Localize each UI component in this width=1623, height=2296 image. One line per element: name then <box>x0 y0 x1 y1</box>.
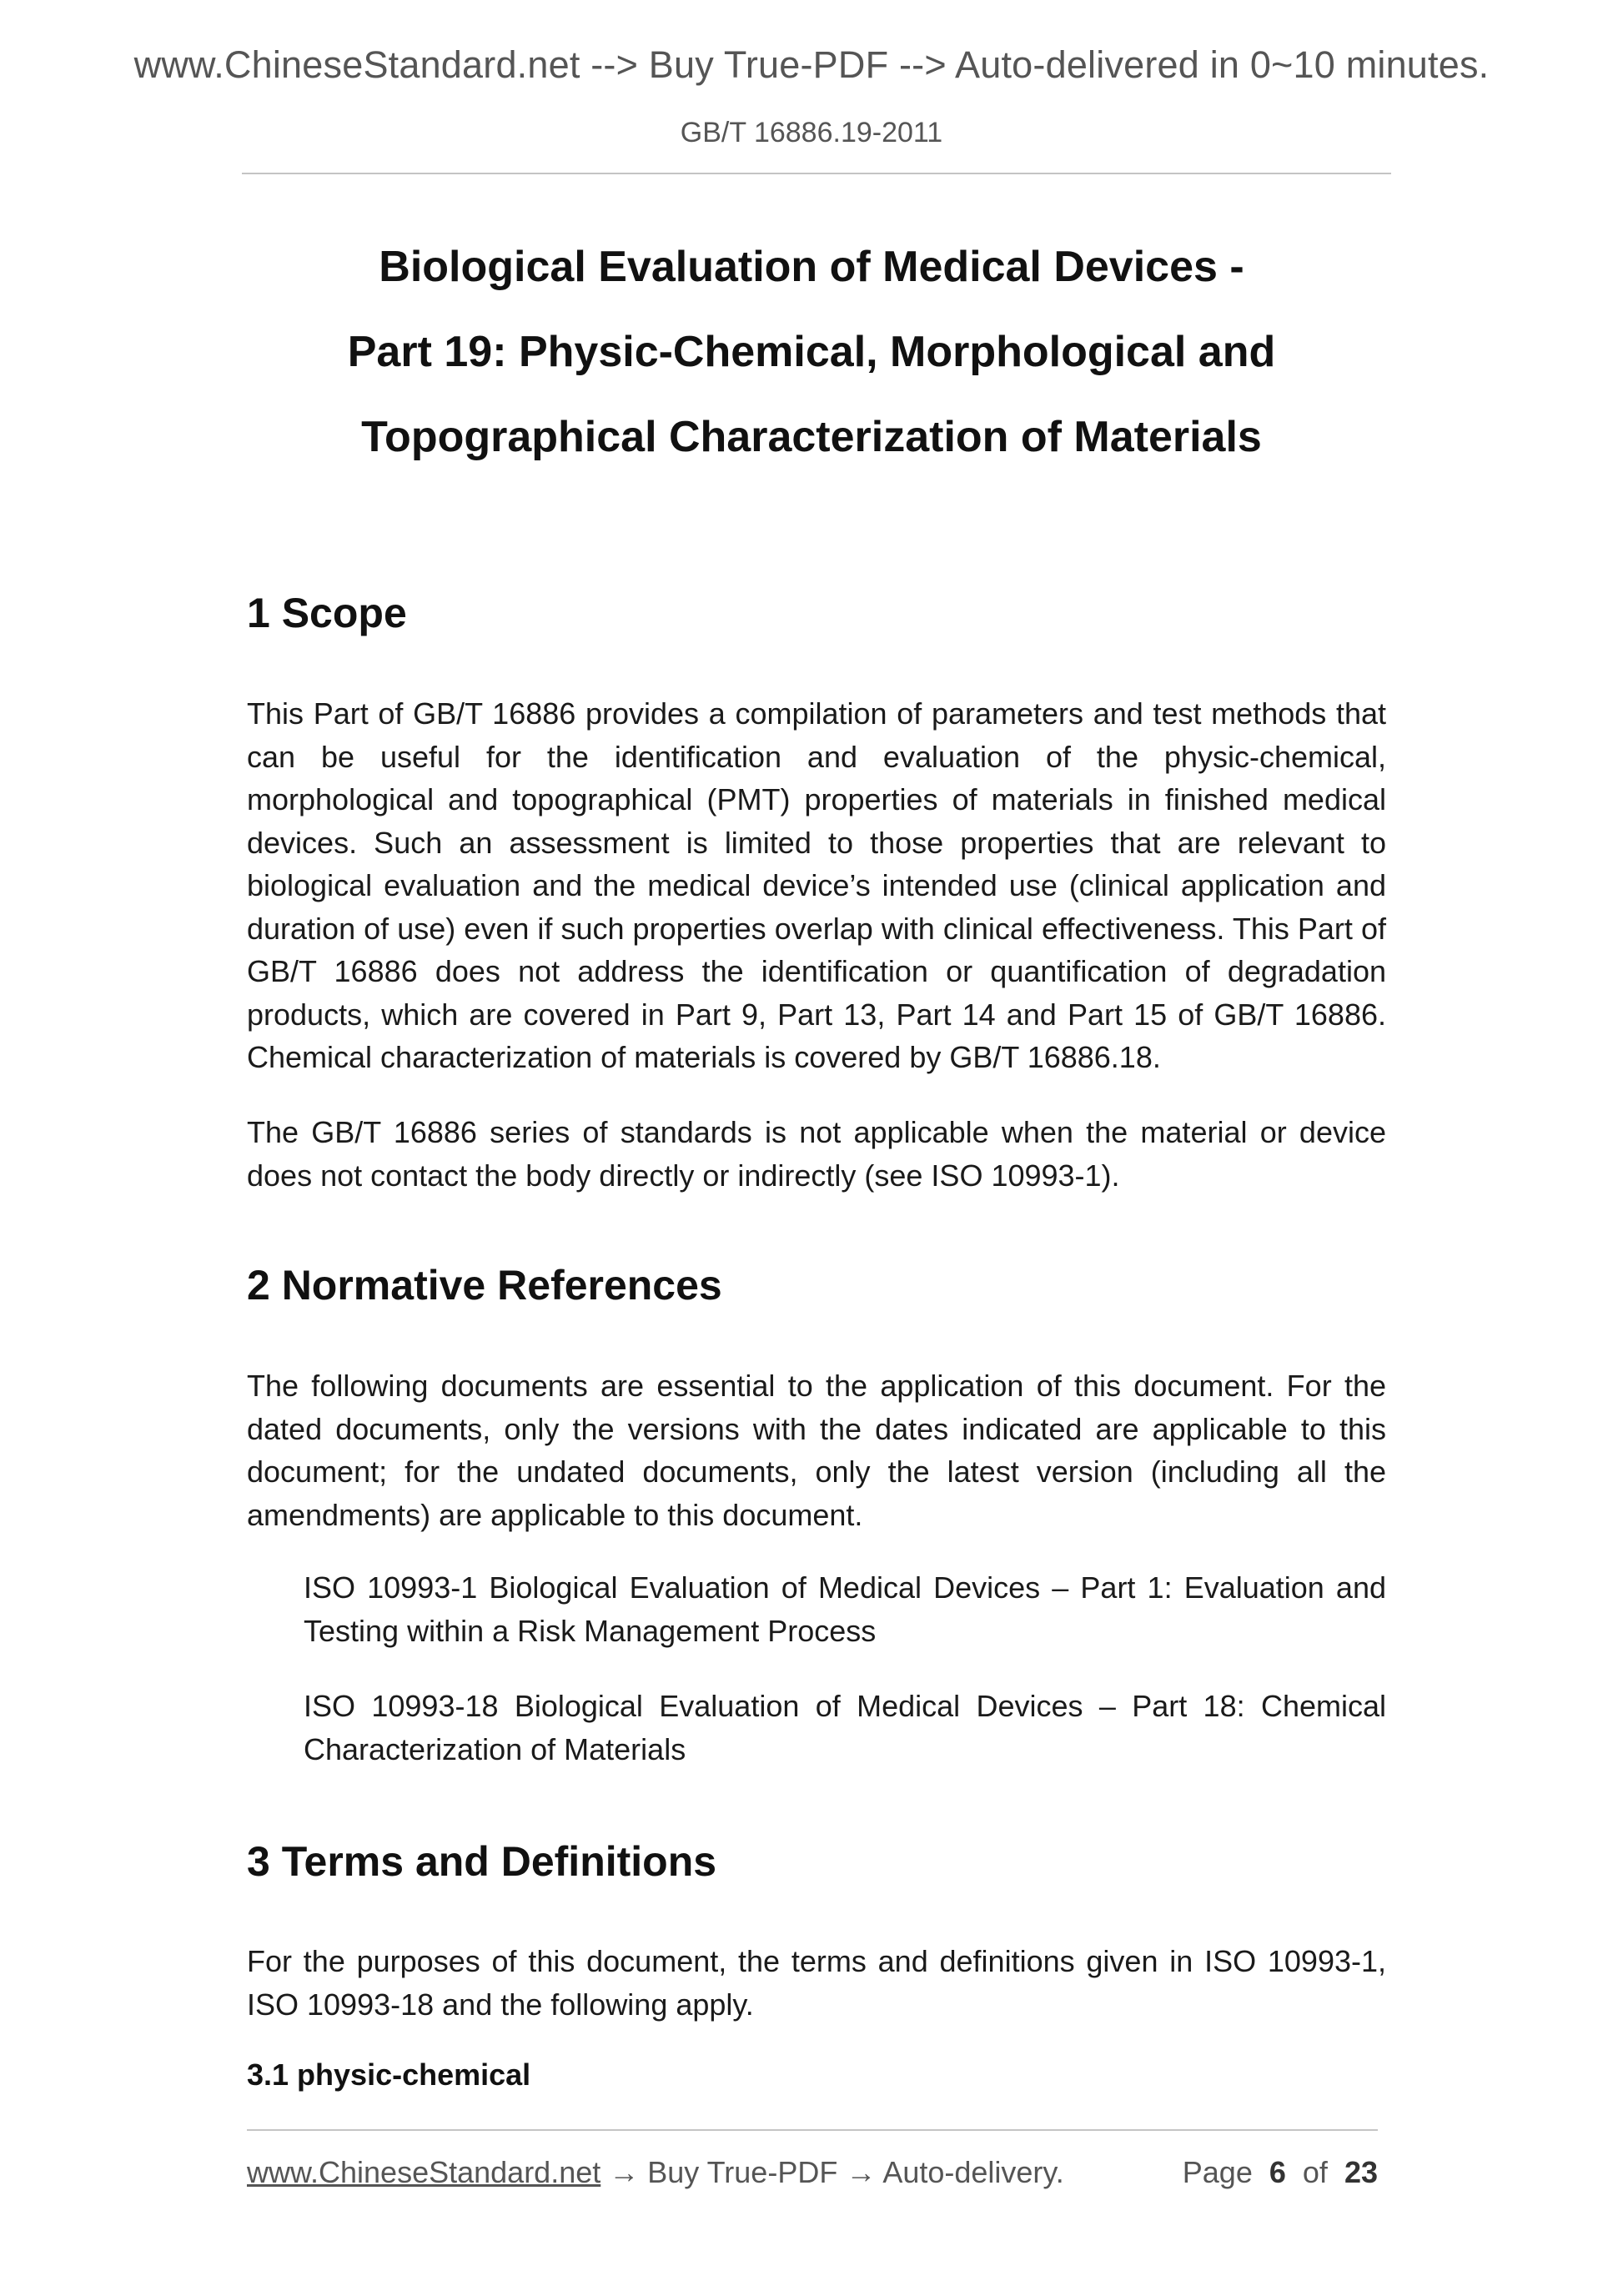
terms-paragraph-1: For the purposes of this document, the terms and definitions given in ISO 10993-1, ISO 10993-18 and the following apply. <box>247 1944 1386 2022</box>
title-line-1: Biological Evaluation of Medical Devices - <box>379 243 1244 291</box>
of-word: of <box>1302 2155 1328 2189</box>
page-footer <box>247 2155 1378 2190</box>
normative-reference-item: ISO 10993-18 Biological Evaluation of Medical Devices – Part 18: Chemical Characterization of Materials <box>304 1689 1386 1766</box>
footer-tagline: → Buy True-PDF → Auto-delivery. <box>600 2155 1064 2189</box>
section-heading-scope: 1 Scope <box>247 590 407 636</box>
footer-divider <box>247 2129 1378 2131</box>
footer-website-link[interactable]: www.ChineseStandard.net <box>247 2155 601 2189</box>
document-code: GB/T 16886.19-2011 <box>680 117 943 148</box>
section-heading-normative-references: 2 Normative References <box>247 1262 722 1309</box>
header-divider <box>242 173 1391 174</box>
section-heading-terms-definitions: 3 Terms and Definitions <box>247 1838 717 1885</box>
scope-paragraph-1: This Part of GB/T 16886 provides a compilation of parameters and test methods that can be useful for the identification and evaluation of the physic-chemical, morphological and topographical (PMT) properties of materials in finished medical devices. Such an assessment is limited to those properties that are relevant to biological evaluation and the medical device’s intended use (clinical application and duration of use) even if such properties overlap with clinical effectiveness. This Part of GB/T 16886 does not address the identification or quantification of degradation products, which are covered in Part 9, Part 13, Part 14 and Part 15 of GB/T 16886. Chemical characterization of materials is covered by GB/T 16886.18. <box>247 696 1386 1074</box>
page-number: 6 <box>1269 2155 1286 2189</box>
page-word: Page <box>1182 2155 1253 2189</box>
page-indicator <box>1183 2155 1378 2190</box>
term-subheading: 3.1 physic-chemical <box>247 2057 531 2092</box>
top-banner: www.ChineseStandard.net --> Buy True-PDF --> Auto-delivered in 0~10 minutes. <box>133 43 1490 86</box>
document-title <box>0 235 1623 490</box>
title-line-3: Topographical Characterization of Materials <box>361 413 1262 461</box>
normative-reference-item: ISO 10993-1 Biological Evaluation of Medical Devices – Part 1: Evaluation and Testing within a Risk Management Process <box>304 1570 1386 1648</box>
total-pages: 23 <box>1344 2155 1378 2189</box>
normative-paragraph-1: The following documents are essential to the application of this document. For the dated documents, only the versions with the dates indicated are applicable to this document; for the undated documents, only the latest version (including all the amendments) are applicable to this document. <box>247 1369 1386 1532</box>
title-line-2: Part 19: Physic-Chemical, Morphological and <box>347 328 1276 376</box>
scope-paragraph-2: The GB/T 16886 series of standards is not applicable when the material or device does not contact the body directly or indirectly (see ISO 10993-1). <box>247 1115 1386 1193</box>
